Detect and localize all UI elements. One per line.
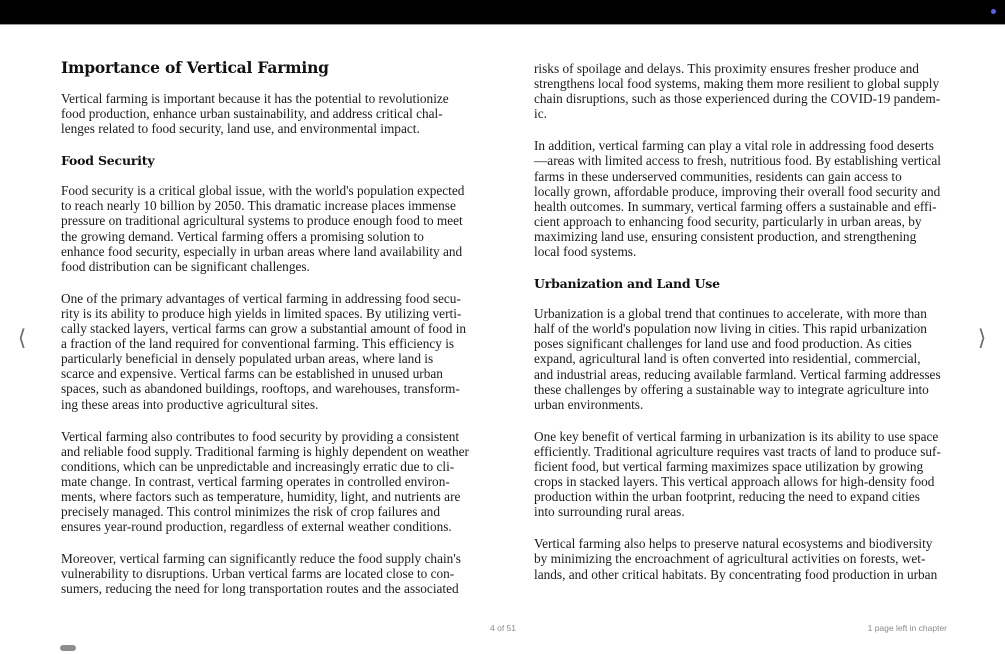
paragraph: [61, 183, 473, 274]
text-line: conditions, which can be unpredictable and increasingly erratic due to cli-: [61, 458, 455, 474]
text-line: In addition, vertical farming can play a vital role in addressing food deserts: [534, 138, 934, 154]
text-line: chain disruptions, such as those experienced during the COVID-19 pandem-: [534, 91, 941, 107]
text-line: food distribution can be significant challenges.: [61, 258, 310, 274]
paragraph: [61, 429, 473, 535]
right-page: [534, 61, 946, 599]
paragraph: [61, 291, 473, 412]
text-line: pressure on traditional agricultural systems to produce enough food to meet: [61, 213, 463, 229]
text-line: risks of spoilage and delays. This proximity ensures fresher produce and: [534, 61, 919, 76]
text-line: these challenges by offering a sustainable way to integrate agriculture into: [534, 381, 929, 397]
text-line: urban environments.: [534, 396, 644, 412]
text-line: and industrial areas, reducing available farmland. Vertical farming addresses: [534, 366, 941, 382]
text-line: food production, enhance urban sustainability, and address critical chal-: [61, 106, 443, 122]
text-line: local food systems.: [534, 244, 637, 260]
text-line: by minimizing the encroachment of agricultural activities on forests, wet-: [534, 551, 926, 567]
text-line: the growing demand. Vertical farming offers a promising solution to: [61, 228, 424, 244]
text-line: precisely managed. This control minimizes the risk of crop failures and: [61, 504, 440, 520]
text-line: spaces, such as abandoned buildings, rooftops, and warehouses, transform-: [61, 381, 460, 397]
text-line: Vertical farming also helps to preserve natural ecosystems and biodiversity: [534, 536, 933, 552]
text-line: cient approach to enhancing food security, particularly in urban areas, by: [534, 213, 922, 229]
text-line: particularly beneficial in densely populated urban areas, where land is: [61, 351, 434, 367]
text-line: rity is its ability to produce high yields in limited spaces. By utilizing verti-: [61, 305, 462, 321]
text-line: expand, agricultural land is often converted into residential, commercial,: [534, 351, 921, 367]
text-line: sumers, reducing the need for long transportation routes and the associated: [61, 581, 459, 597]
text-line: maximizing land use, ensuring consistent production, and strengthening: [534, 228, 917, 244]
window-title-bar: [0, 0, 1005, 25]
paragraph: [534, 61, 946, 121]
page-indicator: 4 of 51: [490, 623, 516, 633]
text-line: ments, where factors such as temperature, humidity, light, and nutrients are: [61, 488, 461, 504]
section-heading-urbanization: Urbanization and Land Use: [534, 276, 720, 292]
text-line: half of the world's population now living in cities. This rapid urbanization: [534, 321, 927, 337]
text-line: mate change. In contrast, vertical farming operates in controlled environ-: [61, 473, 450, 489]
text-line: Food security is a critical global issue, with the world's population expected: [61, 183, 465, 199]
text-line: poses significant challenges for land use and food production. As cities: [534, 336, 912, 352]
paragraph: [534, 306, 946, 412]
next-page-arrow-icon[interactable]: ⟩: [977, 326, 987, 351]
text-line: a fraction of the land required for conventional farming. This efficiency is: [61, 336, 455, 352]
text-line: health outcomes. In summary, vertical farming offers a sustainable and effi-: [534, 198, 937, 214]
text-line: strengthens local food systems, making them more resilient to global supply: [534, 76, 940, 92]
text-line: into surrounding rural areas.: [534, 504, 685, 520]
text-line: ficient food, but vertical farming maximizes space utilization by growing: [534, 458, 924, 474]
paragraph: [534, 429, 946, 520]
text-line: and reliable food supply. Traditional farming is highly dependent on weather: [61, 443, 469, 459]
text-line: ensures year-round production, regardless of external weather conditions.: [61, 519, 452, 535]
chapter-title: Importance of Vertical Farming: [61, 58, 329, 77]
text-line: lands, and other critical habitats. By concentrating food production in urban: [534, 566, 938, 582]
text-line: to reach nearly 10 billion by 2050. This dramatic increase places immense: [61, 198, 456, 214]
section-heading-food-security: Food Security: [61, 153, 155, 169]
text-line: lenges related to food security, land use, and environmental impact.: [61, 121, 420, 137]
text-line: production within the urban footprint, reducing the need to expand cities: [534, 489, 920, 505]
text-line: —areas with limited access to fresh, nutritious food. By establishing vertical: [534, 153, 941, 169]
text-line: farms in these underserved communities, residents can gain access to: [534, 168, 902, 184]
text-line: Urbanization is a global trend that continues to accelerate, with more than: [534, 306, 927, 322]
text-line: Vertical farming is important because it has the potential to revolutionize: [61, 91, 449, 106]
paragraph: [534, 536, 946, 581]
text-line: Vertical farming also contributes to food security by providing a consistent: [61, 428, 460, 444]
previous-page-arrow-icon[interactable]: ⟨: [17, 326, 27, 351]
paragraph: [534, 138, 946, 259]
text-line: locally grown, affordable produce, improving their overall food security and: [534, 183, 941, 199]
text-line: efficiently. Traditional agriculture requires vast tracts of land to produce suf-: [534, 443, 941, 459]
chapter-remaining-label: 1 page left in chapter: [867, 623, 947, 633]
text-line: One key benefit of vertical farming in urbanization is its ability to use space: [534, 428, 939, 444]
text-line: One of the primary advantages of vertical farming in addressing food secu-: [61, 290, 461, 306]
text-line: cally stacked layers, vertical farms can grow a substantial amount of food in: [61, 321, 467, 337]
text-line: enhance food security, especially in urban areas where land availability and: [61, 243, 463, 259]
text-line: ic.: [534, 106, 547, 122]
text-line: ing these areas into productive agricultural sites.: [61, 396, 319, 412]
text-line: Moreover, vertical farming can significantly reduce the food supply chain's: [61, 551, 461, 567]
left-page: [61, 58, 473, 614]
status-indicator-dot: [991, 9, 996, 14]
intro-paragraph: [61, 91, 473, 136]
text-line: scarce and expensive. Vertical farms can be established in unused urban: [61, 366, 443, 382]
text-line: vulnerability to disruptions. Urban vertical farms are located close to con-: [61, 566, 455, 582]
page-scrubber-handle[interactable]: [60, 645, 76, 651]
paragraph: [61, 551, 473, 596]
text-line: crops in stacked layers. This vertical approach allows for high-density food: [534, 474, 935, 490]
